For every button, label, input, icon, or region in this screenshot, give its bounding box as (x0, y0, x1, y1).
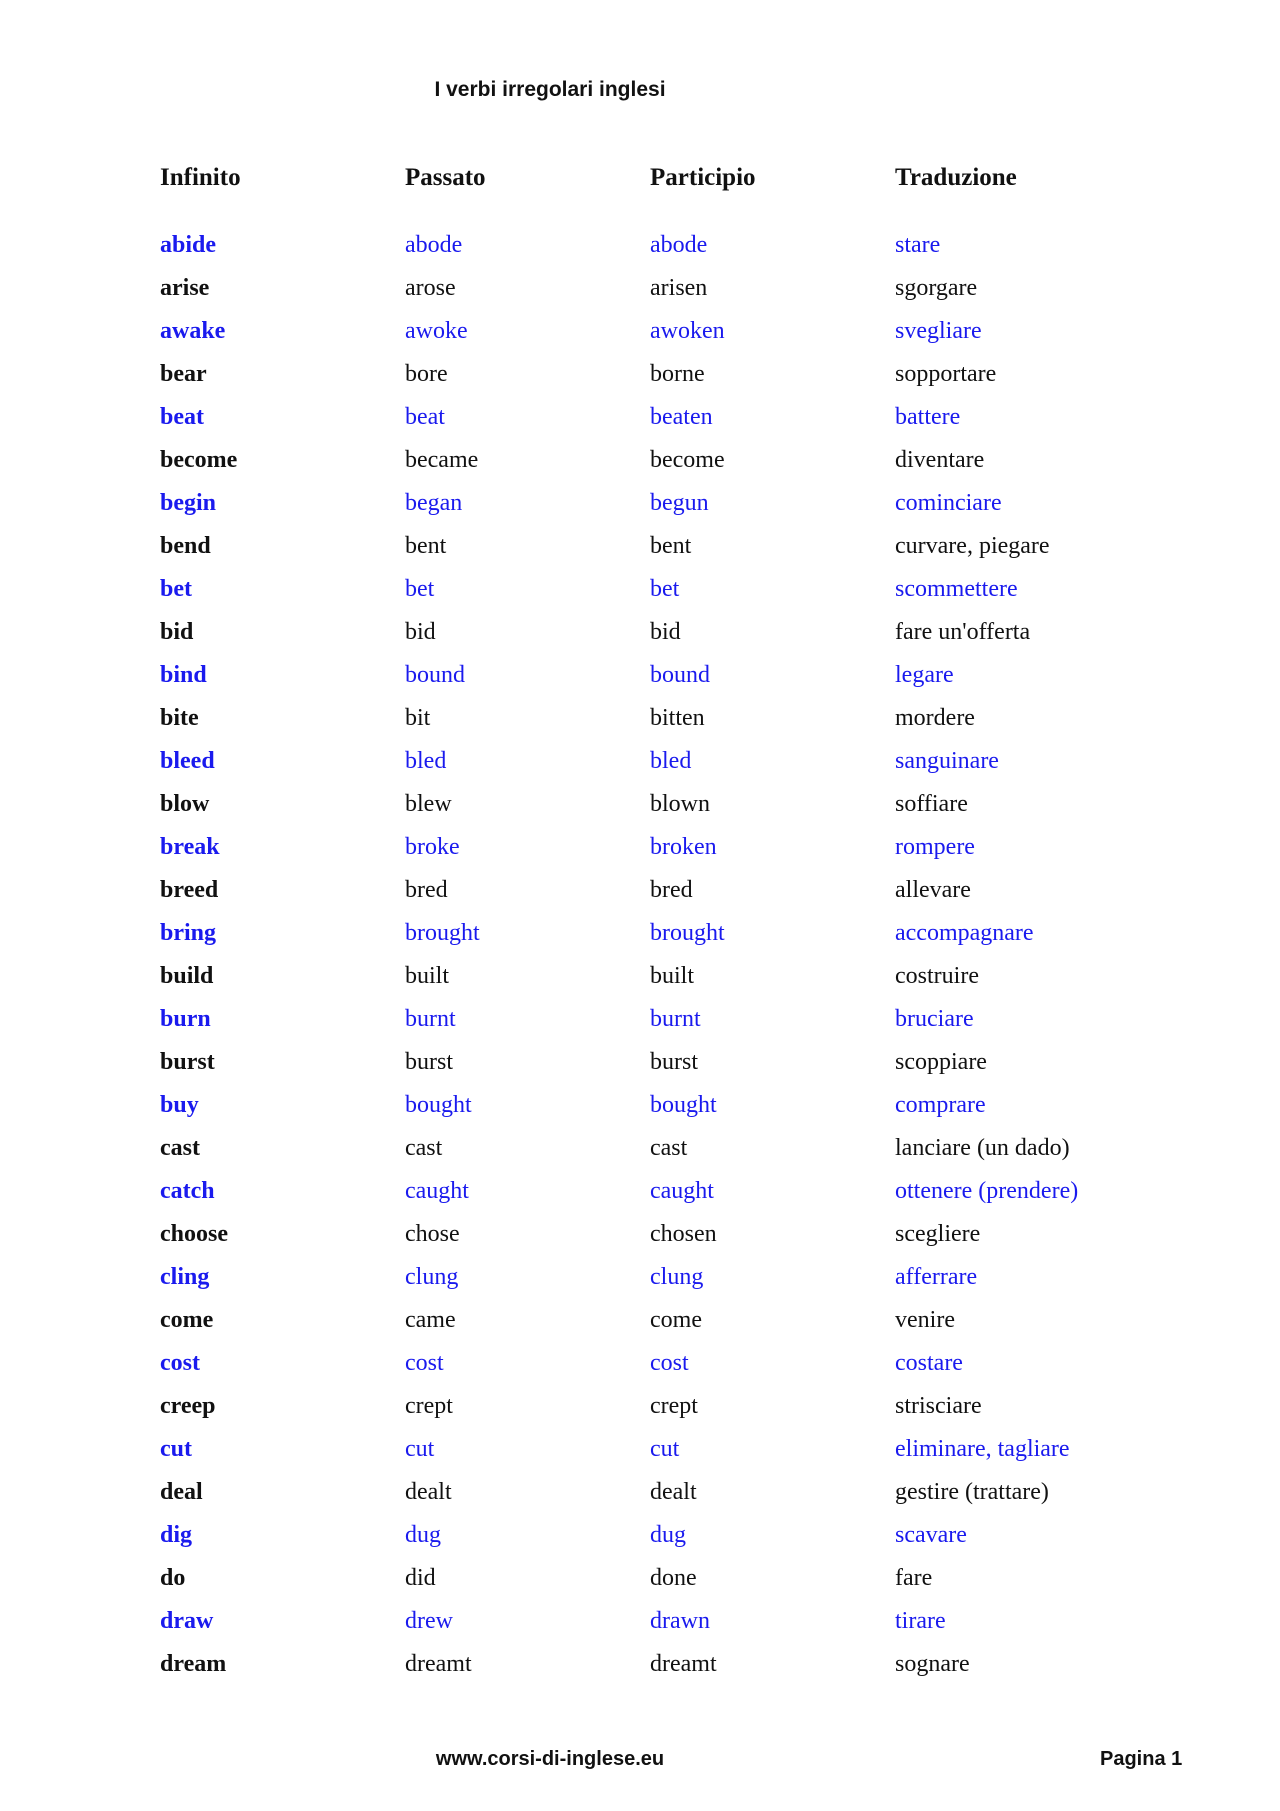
infinitive-cell: creep (160, 1393, 216, 1419)
past-cell: bet (405, 576, 435, 602)
participle-cell: dreamt (650, 1651, 717, 1677)
table-row (160, 1342, 1100, 1385)
participle-cell: cut (650, 1436, 680, 1462)
infinitive-cell: bind (160, 662, 207, 688)
translation-cell: scavare (895, 1522, 967, 1548)
past-cell: bound (405, 662, 465, 688)
participle-cell: borne (650, 361, 705, 387)
header-traduzione: Traduzione (895, 164, 1017, 191)
table-row (160, 1643, 1100, 1686)
infinitive-cell: bleed (160, 748, 215, 774)
table-row (160, 267, 1100, 310)
table-row (160, 482, 1100, 525)
past-cell: bore (405, 361, 448, 387)
participle-cell: beaten (650, 404, 713, 430)
infinitive-cell: choose (160, 1221, 228, 1247)
past-cell: brought (405, 920, 480, 946)
translation-cell: fare un'offerta (895, 619, 1031, 645)
table-row (160, 912, 1100, 955)
translation-cell: diventare (895, 447, 985, 473)
participle-cell: bound (650, 662, 710, 688)
participle-cell: brought (650, 920, 725, 946)
translation-cell: rompere (895, 834, 975, 860)
table-row (160, 1385, 1100, 1428)
translation-cell: tirare (895, 1608, 946, 1634)
infinitive-cell: dig (160, 1522, 193, 1548)
infinitive-cell: burst (160, 1049, 215, 1075)
past-cell: cost (405, 1350, 444, 1376)
past-cell: arose (405, 275, 456, 301)
past-cell: burst (405, 1049, 453, 1075)
infinitive-cell: arise (160, 275, 210, 301)
participle-cell: drawn (650, 1608, 710, 1634)
infinitive-cell: become (160, 447, 238, 473)
past-cell: bid (405, 619, 436, 645)
participle-cell: blown (650, 791, 710, 817)
participle-cell: awoken (650, 318, 725, 344)
translation-cell: lanciare (un dado) (895, 1135, 1070, 1161)
infinitive-cell: beat (160, 404, 204, 430)
translation-cell: gestire (trattare) (895, 1479, 1049, 1505)
participle-cell: cost (650, 1350, 689, 1376)
table-row (160, 654, 1100, 697)
participle-cell: caught (650, 1178, 714, 1204)
infinitive-cell: bid (160, 619, 194, 645)
participle-cell: bent (650, 533, 692, 559)
participle-cell: begun (650, 490, 709, 516)
participle-cell: burst (650, 1049, 698, 1075)
infinitive-cell: bend (160, 533, 211, 559)
table-row (160, 224, 1100, 267)
participle-cell: clung (650, 1264, 704, 1290)
infinitive-cell: dream (160, 1651, 227, 1677)
infinitive-cell: burn (160, 1006, 211, 1032)
participle-cell: bled (650, 748, 692, 774)
table-row (160, 396, 1100, 439)
translation-cell: sgorgare (895, 275, 978, 301)
infinitive-cell: awake (160, 318, 226, 344)
participle-cell: bitten (650, 705, 705, 731)
infinitive-cell: deal (160, 1479, 203, 1505)
translation-cell: sopportare (895, 361, 997, 387)
participle-cell: bought (650, 1092, 717, 1118)
translation-cell: cominciare (895, 490, 1002, 516)
translation-cell: accompagnare (895, 920, 1034, 946)
participle-cell: bred (650, 877, 693, 903)
infinitive-cell: cut (160, 1436, 192, 1462)
past-cell: became (405, 447, 479, 473)
past-cell: bled (405, 748, 447, 774)
table-row (160, 353, 1100, 396)
participle-cell: dealt (650, 1479, 697, 1505)
translation-cell: costruire (895, 963, 979, 989)
table-row (160, 869, 1100, 912)
past-cell: abode (405, 232, 463, 258)
participle-cell: come (650, 1307, 702, 1333)
translation-cell: sanguinare (895, 748, 999, 774)
past-cell: burnt (405, 1006, 456, 1032)
translation-cell: legare (895, 662, 954, 688)
table-row (160, 1428, 1100, 1471)
translation-cell: bruciare (895, 1006, 974, 1032)
past-cell: began (405, 490, 463, 516)
table-row (160, 1600, 1100, 1643)
translation-cell: mordere (895, 705, 975, 731)
past-cell: chose (405, 1221, 460, 1247)
table-row (160, 1256, 1100, 1299)
infinitive-cell: catch (160, 1178, 215, 1204)
participle-cell: chosen (650, 1221, 717, 1247)
past-cell: dealt (405, 1479, 452, 1505)
past-cell: drew (405, 1608, 453, 1634)
table-header-row (160, 164, 1100, 224)
table-row (160, 1213, 1100, 1256)
infinitive-cell: cling (160, 1264, 210, 1290)
infinitive-cell: blow (160, 791, 210, 817)
participle-cell: bet (650, 576, 680, 602)
infinitive-cell: begin (160, 490, 217, 516)
participle-cell: broken (650, 834, 717, 860)
past-cell: caught (405, 1178, 469, 1204)
table-row (160, 1041, 1100, 1084)
translation-cell: scoppiare (895, 1049, 987, 1075)
translation-cell: strisciare (895, 1393, 982, 1419)
participle-cell: bid (650, 619, 681, 645)
table-row (160, 740, 1100, 783)
translation-cell: eliminare, tagliare (895, 1436, 1070, 1462)
participle-cell: abode (650, 232, 708, 258)
past-cell: broke (405, 834, 460, 860)
participle-cell: burnt (650, 1006, 701, 1032)
past-cell: came (405, 1307, 456, 1333)
participle-cell: done (650, 1565, 697, 1591)
translation-cell: sognare (895, 1651, 970, 1677)
table-row (160, 1084, 1100, 1127)
table-row (160, 439, 1100, 482)
table-row (160, 568, 1100, 611)
infinitive-cell: draw (160, 1608, 214, 1634)
table-row (160, 310, 1100, 353)
past-cell: blew (405, 791, 452, 817)
translation-cell: curvare, piegare (895, 533, 1050, 559)
participle-cell: become (650, 447, 725, 473)
translation-cell: afferrare (895, 1264, 978, 1290)
past-cell: bent (405, 533, 447, 559)
infinitive-cell: breed (160, 877, 219, 903)
past-cell: bit (405, 705, 431, 731)
table-row (160, 1557, 1100, 1600)
past-cell: beat (405, 404, 445, 430)
translation-cell: ottenere (prendere) (895, 1178, 1079, 1204)
infinitive-cell: buy (160, 1092, 199, 1118)
table-row (160, 1299, 1100, 1342)
table-row (160, 955, 1100, 998)
past-cell: dreamt (405, 1651, 472, 1677)
past-cell: built (405, 963, 450, 989)
translation-cell: scegliere (895, 1221, 981, 1247)
infinitive-cell: bet (160, 576, 192, 602)
past-cell: clung (405, 1264, 459, 1290)
footer-page-number: Pagina 1 (1100, 1748, 1183, 1770)
infinitive-cell: build (160, 963, 214, 989)
translation-cell: venire (895, 1307, 955, 1333)
past-cell: crept (405, 1393, 453, 1419)
header-infinito: Infinito (160, 164, 241, 191)
participle-cell: crept (650, 1393, 698, 1419)
past-cell: cast (405, 1135, 443, 1161)
past-cell: did (405, 1565, 436, 1591)
table-row (160, 1514, 1100, 1557)
infinitive-cell: bite (160, 705, 199, 731)
translation-cell: battere (895, 404, 961, 430)
infinitive-cell: abide (160, 232, 217, 258)
table-row (160, 783, 1100, 826)
translation-cell: costare (895, 1350, 963, 1376)
page-title: I verbi irregolari inglesi (434, 78, 666, 101)
past-cell: cut (405, 1436, 435, 1462)
table-row (160, 998, 1100, 1041)
participle-cell: dug (650, 1522, 686, 1548)
table-row (160, 1170, 1100, 1213)
translation-cell: allevare (895, 877, 971, 903)
table-row (160, 611, 1100, 654)
infinitive-cell: bring (160, 920, 217, 946)
past-cell: bred (405, 877, 448, 903)
infinitive-cell: break (160, 834, 220, 860)
participle-cell: built (650, 963, 695, 989)
translation-cell: svegliare (895, 318, 982, 344)
table-row (160, 826, 1100, 869)
infinitive-cell: cast (160, 1135, 200, 1161)
irregular-verbs-table (160, 164, 1100, 1686)
infinitive-cell: do (160, 1565, 186, 1591)
past-cell: awoke (405, 318, 468, 344)
participle-cell: cast (650, 1135, 688, 1161)
translation-cell: soffiare (895, 791, 968, 817)
table-row (160, 525, 1100, 568)
translation-cell: comprare (895, 1092, 986, 1118)
footer-url: www.corsi-di-inglese.eu (435, 1748, 665, 1770)
past-cell: bought (405, 1092, 472, 1118)
infinitive-cell: bear (160, 361, 207, 387)
header-participio: Participio (650, 164, 756, 191)
header-passato: Passato (405, 164, 486, 191)
infinitive-cell: cost (160, 1350, 200, 1376)
past-cell: dug (405, 1522, 441, 1548)
translation-cell: scommettere (895, 576, 1018, 602)
infinitive-cell: come (160, 1307, 214, 1333)
translation-cell: fare (895, 1565, 933, 1591)
table-row (160, 697, 1100, 740)
table-row (160, 1127, 1100, 1170)
participle-cell: arisen (650, 275, 708, 301)
translation-cell: stare (895, 232, 941, 258)
table-row (160, 1471, 1100, 1514)
